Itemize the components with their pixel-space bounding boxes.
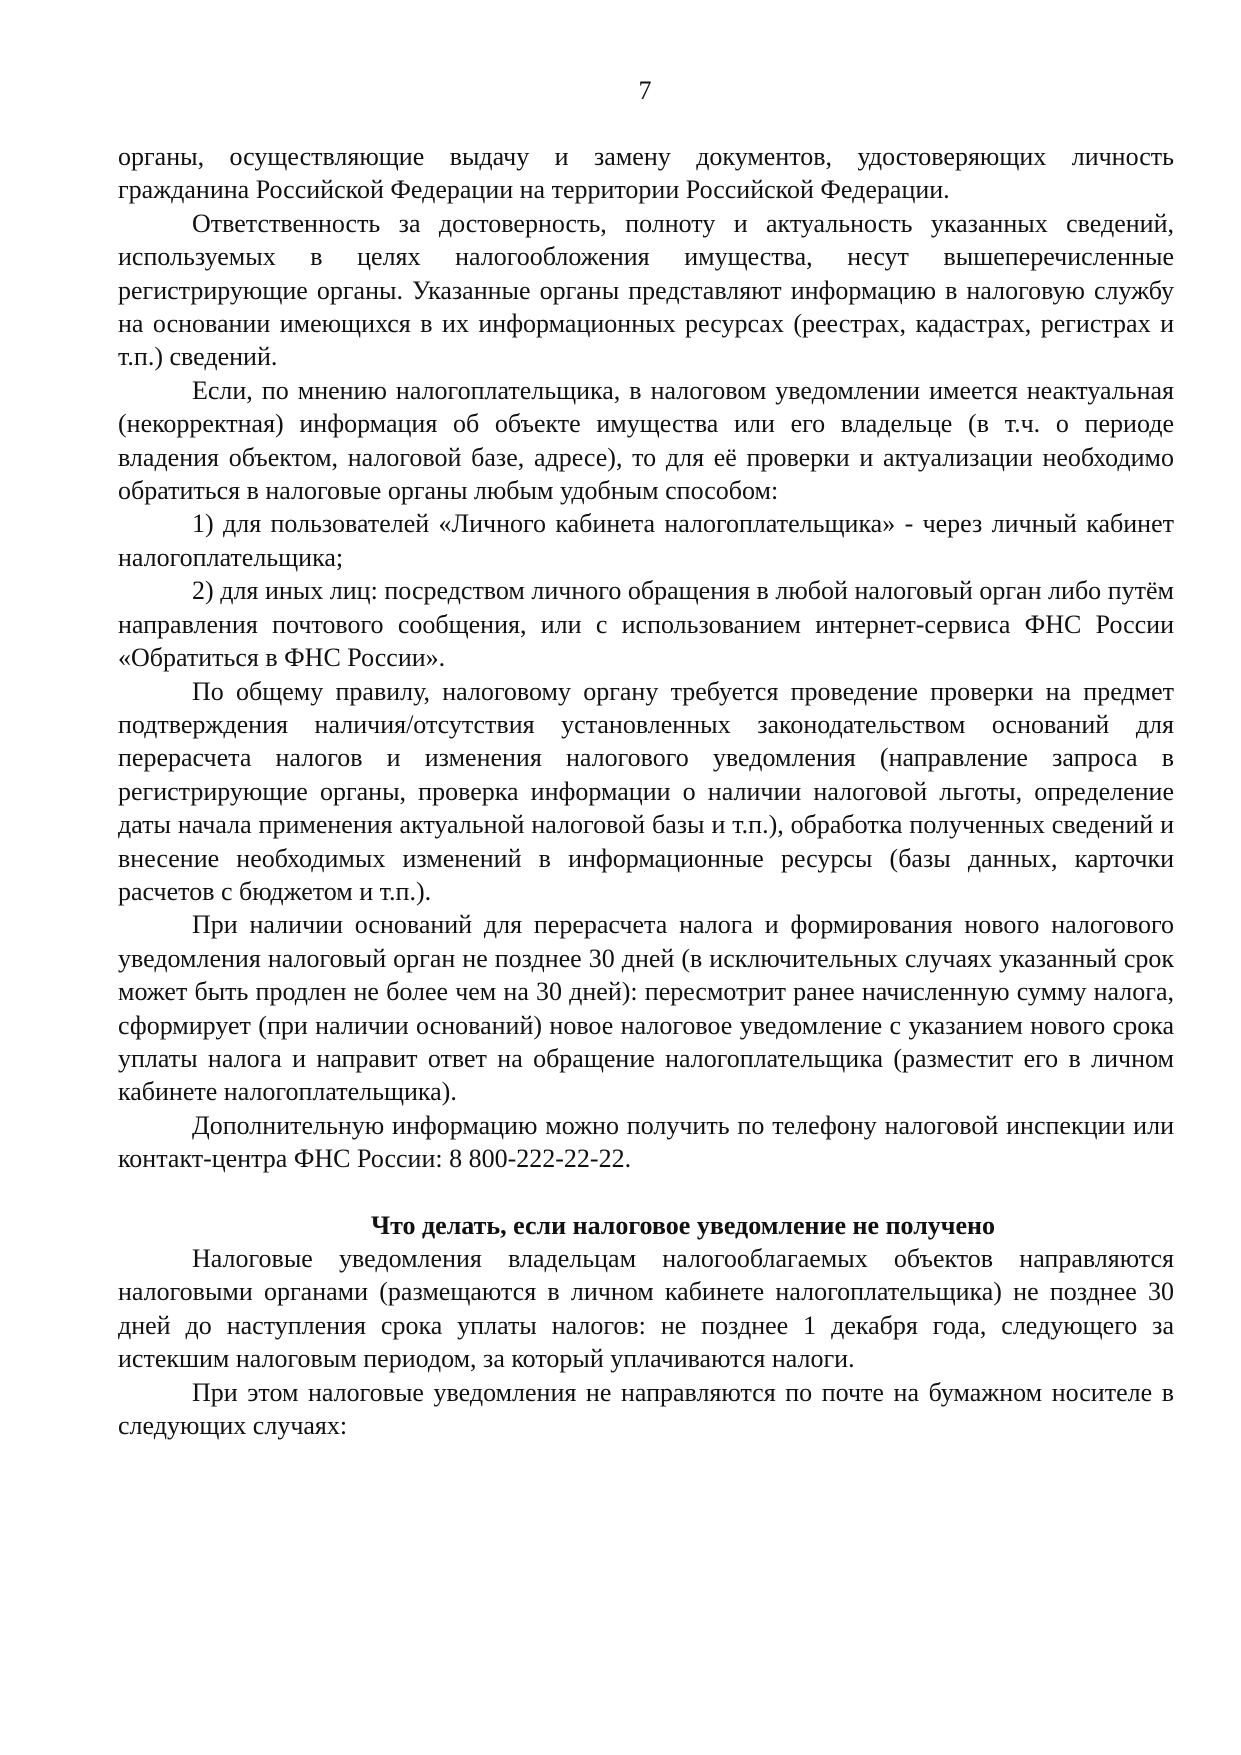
paragraph: Ответственность за достоверность, полноту и актуальность указанных сведений, используемых в целях налогообложения имущества, несут вышеперечисленные регистрирующие органы. Указанные органы представляют информацию в налоговую службу на основании имеющихся в их информационных ресурсах (реестрах, кадастрах, регистрах и т.п.) сведений. xyxy=(118,208,1174,372)
paragraph: органы, осуществляющие выдачу и замену документов, удостоверяющих личность гражданина Российской Федерации на территории Российской Федерации. xyxy=(118,142,1174,205)
paragraph: По общему правилу, налоговому органу требуется проведение проверки на предмет подтверждения наличия/отсутствия установленных законодательством оснований для перерасчета налогов и изменения налогового уведомления (направление запроса в регистрирующие органы, проверка информации о наличии налоговой льготы, определение даты начала применения актуальной налоговой базы и т.п.), обработка полученных сведений и внесение необходимых изменений в информационные ресурсы (базы данных, карточки расчетов с бюджетом и т.п.). xyxy=(118,676,1174,906)
paragraph: При этом налоговые уведомления не направляются по почте на бумажном носителе в следующих случаях: xyxy=(118,1377,1174,1441)
page-number: 7 xyxy=(638,76,652,105)
paragraph: При наличии оснований для перерасчета налога и формирования нового налогового уведомления налоговый орган не позднее 30 дней (в исключительных случаях указанный срок может быть продлен не более чем на 30 дней): пересмотрит ранее начисленную сумму налога, сформирует (при наличии оснований) новое налоговое уведомление с указанием нового срока уплаты налога и направит ответ на обращение налогоплательщика (разместит его в личном кабинете налогоплательщика). xyxy=(118,910,1174,1107)
section-heading: Что делать, если налоговое уведомление не получено xyxy=(371,1210,995,1240)
document-body xyxy=(118,140,1174,1442)
paragraph: Налоговые уведомления владельцам налогооблагаемых объектов направляются налоговыми органами (размещаются в личном кабинете налогоплательщика) не позднее 30 дней до наступления срока уплаты налогов: не позднее 1 декабря года, следующего за истекшим налоговым периодом, за который уплачиваются налоги. xyxy=(118,1244,1174,1374)
paragraph: Если, по мнению налогоплательщика, в налоговом уведомлении имеется неактуальная (некорректная) информация об объекте имущества или его владельце (в т.ч. о периоде владения объектом, налоговой базе, адресе), то для её проверки и актуализации необходимо обратиться в налоговые органы любым удобным способом: xyxy=(118,375,1174,506)
list-item: 1) для пользователей «Личного кабинета налогоплательщика» - через личный кабинет налогоплательщика; xyxy=(118,509,1174,572)
paragraph: Дополнительную информацию можно получить по телефону налоговой инспекции или контакт-центра ФНС России: 8 800-222-22-22. xyxy=(118,1110,1174,1174)
list-item: 2) для иных лиц: посредством личного обращения в любой налоговый орган либо путём направления почтового сообщения, или с использованием интернет-сервиса ФНС России «Обратиться в ФНС России». xyxy=(118,576,1174,673)
